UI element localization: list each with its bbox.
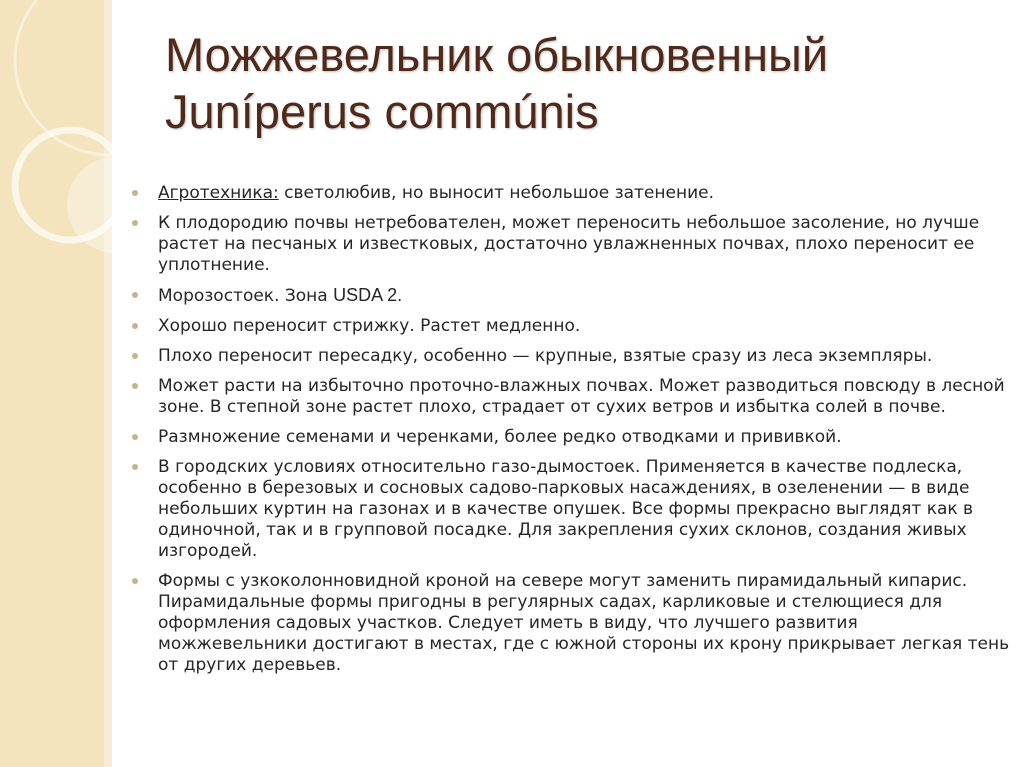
bullet-term: Агротехника: [158,183,279,203]
bullet-item [131,316,1011,337]
bullet-item [131,285,1011,307]
decorative-circles [0,0,112,767]
bullet-text: К плодородию почвы нетребователен, может переносить небольшое засоление, но лучше растет на песчаных и известковых, достаточно увлажненных почвах, плохо переносит ее уплотнение. [158,213,980,275]
decor-edge [104,0,112,767]
bullet-item [131,346,1011,367]
bullet-item [131,183,1011,204]
bullet-item [131,213,1011,276]
bullet-text: Морозостоек. Зона [158,286,334,306]
bullet-item [131,457,1011,562]
bullet-text: Размножение семенами и черенками, более редко отводками и прививкой. [158,427,842,447]
bullet-text: Плохо переносит пересадку, особенно — крупные, взятые сразу из леса экземпляры. [158,346,933,366]
title-latin: Juníperus commúnis [165,85,599,138]
bullet-text: Формы с узкоколонновидной кроной на севере могут заменить пирамидальный кипарис. Пирамидальные формы пригодны в регулярных садах, карликовые и стелющиеся для оформления садовых участков. Следует иметь в виду, что лучшего развития можжевельники достигают в местах, где с южной стороны их крону прикрывает легкая тень от других деревьев. [158,571,1010,675]
bullet-item [131,376,1011,418]
decorative-sidebar [0,0,112,767]
bullet-item [131,571,1011,676]
title-russian: Можжевельник обыкновенный [165,28,829,81]
usda-zone: USDA 2. [333,285,403,305]
bullet-item [131,427,1011,448]
bullet-text: В городских условиях относительно газо-дымостоек. Применяется в качестве подлеска, особенно в березовых и сосновых садово-парковых насаждениях, в озеленении — в виде небольших куртин на газонах и в качестве опушек. Все формы прекрасно выглядят как в одиночной, так и в групповой посадке. Для закрепления сухих склонов, создания живых изгородей. [158,457,974,561]
bullet-text: Хорошо переносит стрижку. Растет медленно. [158,316,581,336]
slide-title [165,26,1005,140]
bullet-list [131,183,1011,685]
bullet-text: светолюбив, но выносит небольшое затенение. [278,183,714,203]
bullet-text: Может расти на избыточно проточно-влажных почвах. Может разводиться повсюду в лесной зоне. В степной зоне растет плохо, страдает от сухих ветров и избытка солей в почве. [158,376,1005,417]
